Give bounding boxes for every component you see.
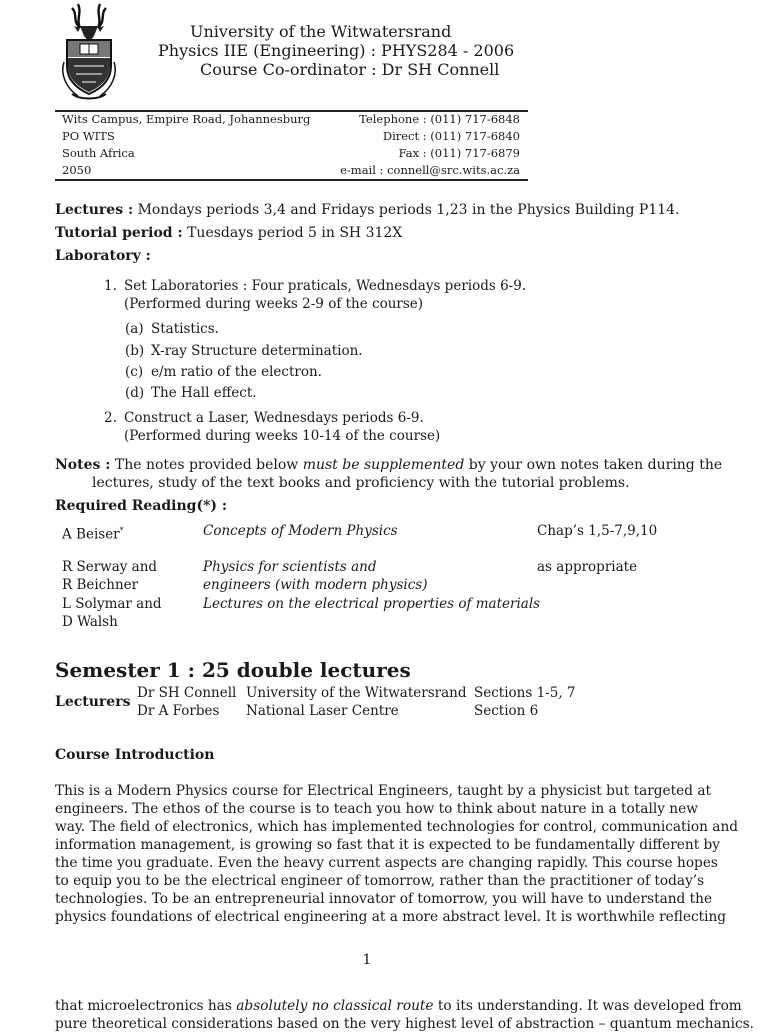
paragraph-text: to its understanding. It was developed from	[437, 998, 742, 1014]
book-title: Lectures on the electrical properties of materials	[203, 596, 541, 612]
lab-subitem-text: X-ray Structure determination.	[151, 343, 363, 359]
next-page-paragraph	[55, 997, 754, 1033]
paragraph-line: way. The field of electronics, which has implemented technologies for control, communication and	[55, 819, 739, 835]
header-rule-bottom	[55, 179, 528, 181]
notes-line-2: lectures, study of the text books and proficiency with the tutorial problems.	[92, 475, 630, 491]
lab-item-2-line2: (Performed during weeks 10-14 of the course)	[124, 428, 441, 444]
required-reading-label-text: Required Reading(*) :	[55, 498, 228, 514]
book-title: engineers (with modern physics)	[203, 577, 428, 593]
lab-subitem-text: e/m ratio of the electron.	[151, 364, 322, 380]
paragraph-line: physics foundations of electrical engineering at a more abstract level. It is worthwhile reflecting	[55, 909, 727, 925]
email-line: e-mail : connell@src.wits.ac.za	[340, 163, 520, 177]
header-line-university: University of the Witwatersrand	[190, 22, 452, 41]
lab-subitem-num: (c)	[125, 364, 144, 380]
book-author	[62, 522, 124, 544]
book-author: L Solymar and	[62, 596, 162, 612]
lab-item-2-line1: Construct a Laser, Wednesdays periods 6-9.	[124, 410, 424, 426]
lab-item-1-num: 1.	[104, 278, 117, 294]
page-number: 1	[362, 952, 372, 968]
semester-heading: Semester 1 : 25 double lectures	[55, 658, 411, 682]
book-title: Physics for scientists and	[203, 559, 377, 575]
lab-subitem-num: (b)	[125, 343, 145, 359]
notes-paragraph	[55, 456, 723, 474]
paragraph-line: pure theoretical considerations based on the very highest level of abstraction – quantum mechanics.	[55, 1016, 754, 1032]
book-chapters: Chap’s 1,5-7,9,10	[537, 523, 658, 539]
lecturer-sections: Sections 1-5, 7	[474, 685, 576, 701]
direct-line: Direct : (011) 717-6840	[382, 129, 520, 143]
lab-item-1-line2: (Performed during weeks 2-9 of the course)	[124, 296, 424, 312]
paragraph-line: engineers. The ethos of the course is to teach you how to think about nature in a totally new	[55, 801, 698, 817]
paragraph-emphasis: absolutely no classical route	[236, 998, 434, 1014]
paragraph-line	[55, 997, 742, 1015]
book-author: R Beichner	[62, 577, 139, 593]
paragraph-text: that microelectronics has	[55, 998, 232, 1014]
paragraph-line: information management, is growing so fast that it is expected to be fundamentally different by	[55, 837, 721, 853]
laboratory-label	[55, 247, 151, 265]
book-author: R Serway and	[62, 559, 158, 575]
contact-address	[62, 111, 310, 179]
lab-item-2-num: 2.	[104, 410, 117, 426]
lecturer-institution: National Laser Centre	[246, 703, 399, 719]
address-line: PO WITS	[62, 129, 115, 143]
telephone-line: Telephone : (011) 717-6848	[359, 112, 520, 126]
book-title: Concepts of Modern Physics	[203, 523, 398, 539]
lab-subitem-text: Statistics.	[151, 321, 219, 337]
contact-phones	[300, 111, 520, 179]
laboratory-label-text: Laboratory :	[55, 248, 151, 264]
header-line-coordinator: Course Co-ordinator : Dr SH Connell	[200, 60, 500, 79]
notes-line-1	[55, 456, 723, 474]
notes-emphasis: must be supplemented	[302, 457, 465, 473]
tutorial-line	[55, 224, 402, 242]
notes-text: by your own notes taken during the	[468, 457, 723, 473]
lab-subitem-num: (d)	[125, 385, 145, 401]
lecturer-name: Dr SH Connell	[137, 685, 237, 701]
tutorial-text: Tuesdays period 5 in SH 312X	[187, 225, 403, 241]
lab-item-1-line1: Set Laboratories : Four praticals, Wednesdays periods 6-9.	[124, 278, 527, 294]
address-line: Wits Campus, Empire Road, Johannesburg	[62, 112, 311, 126]
lecturers-label-text: Lecturers	[55, 694, 131, 710]
fax-line: Fax : (011) 717-6879	[398, 146, 520, 160]
course-introduction-heading: Course Introduction	[55, 747, 215, 763]
address-line: 2050	[62, 163, 92, 177]
lecturers-label	[55, 693, 130, 711]
required-reading-label	[55, 497, 227, 515]
notes-text: The notes provided below	[114, 457, 299, 473]
tutorial-label: Tutorial period :	[55, 225, 183, 241]
book-chapters: as appropriate	[537, 559, 638, 575]
course-introduction-paragraph	[55, 782, 739, 926]
lecturer-institution: University of the Witwatersrand	[246, 685, 467, 701]
university-crest-logo	[58, 2, 120, 102]
lab-subitem-text: The Hall effect.	[151, 385, 257, 401]
required-star: *	[119, 526, 124, 535]
notes-label: Notes :	[55, 457, 111, 473]
document-header-title	[150, 22, 520, 79]
book-author: D Walsh	[62, 614, 118, 630]
paragraph-line: the time you graduate. Even the heavy current aspects are changing rapidly. This course hopes	[55, 855, 718, 871]
header-line-course: Physics IIE (Engineering) : PHYS284 - 2006	[158, 41, 515, 60]
lecturer-name: Dr A Forbes	[137, 703, 220, 719]
paragraph-line: This is a Modern Physics course for Electrical Engineers, taught by a physicist but targeted at	[55, 783, 712, 799]
book-author-name: A Beiser	[62, 526, 120, 543]
paragraph-line: to equip you to be the electrical engineer of tomorrow, rather than the practitioner of today’s	[55, 873, 705, 889]
lectures-label: Lectures :	[55, 202, 134, 218]
lectures-line	[55, 201, 680, 219]
lab-subitem-num: (a)	[125, 321, 144, 337]
paragraph-line: technologies. To be an entrepreneurial innovator of tomorrow, you will have to understand the	[55, 891, 713, 907]
lecturer-sections: Section 6	[474, 703, 539, 719]
lectures-text: Mondays periods 3,4 and Fridays periods 1,23 in the Physics Building P114.	[137, 202, 680, 218]
address-line: South Africa	[62, 146, 135, 160]
